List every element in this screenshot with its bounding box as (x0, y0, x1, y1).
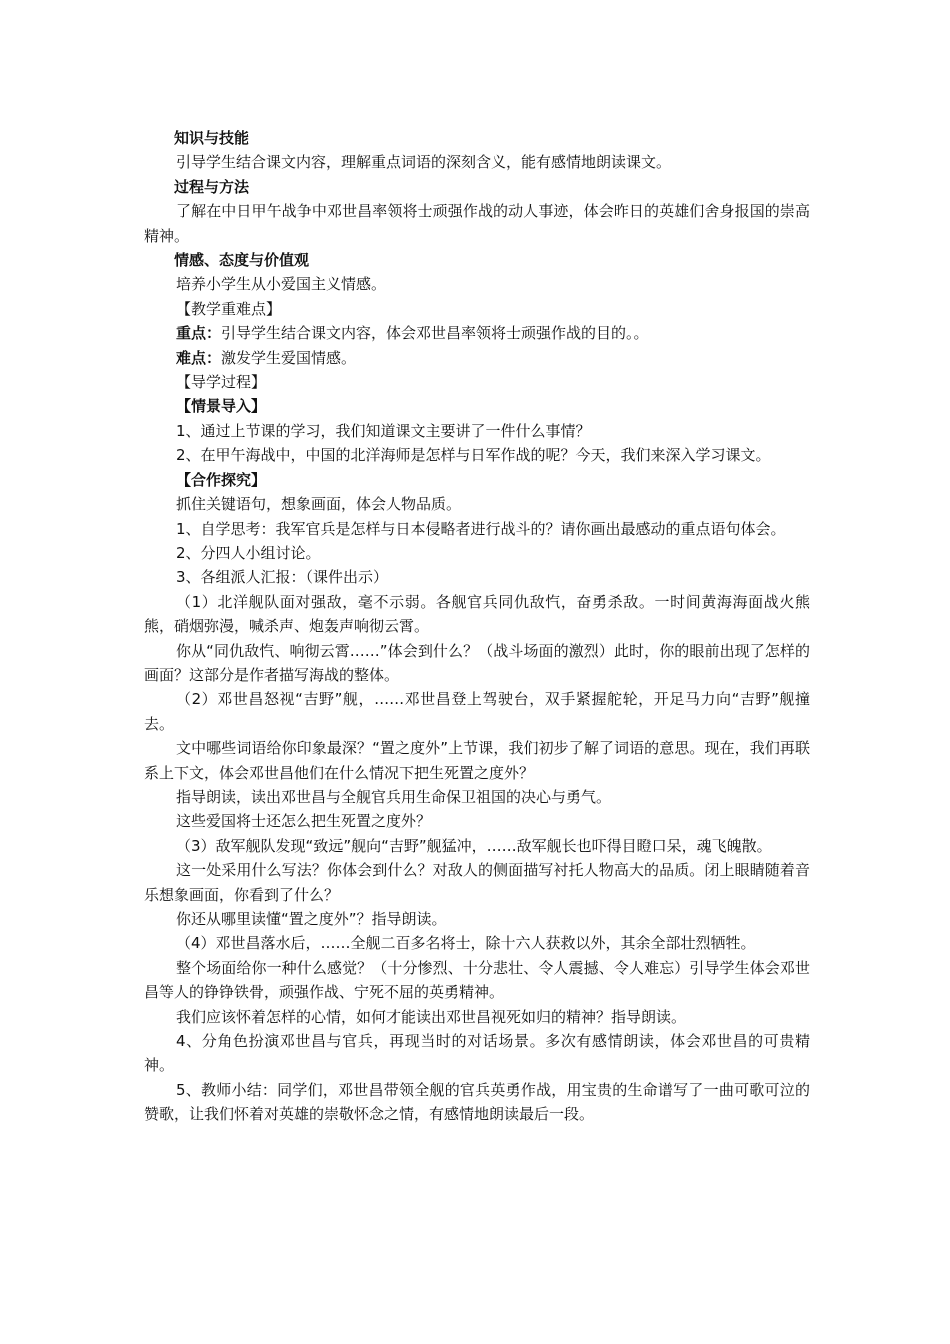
difficulty-text: 激发学生爱国情感。 (221, 348, 357, 367)
knowledge-text: 引导学生结合课文内容，理解重点词语的深刻含义，能有感情地朗读课文。 (176, 153, 672, 172)
explore-paragraph: （2）邓世昌怒视“吉野”舰，……邓世昌登上驾驶台，双手紧握舵轮，开足马力向“吉野”舰撞去。 (144, 690, 810, 733)
key-point (144, 321, 810, 345)
key-text: 引导学生结合课文内容，体会邓世昌率领将士顽强作战的目的。。 (221, 324, 649, 343)
process-text: 了解在中日甲午战争中邓世昌率领将士顽强作战的动人事迹，体会昨日的英雄们舍身报国的崇高精神。 (144, 202, 810, 245)
explore-paragraph: 我们应该怀着怎样的心情，如何才能读出邓世昌视死如归的精神？指导朗读。 (176, 1007, 687, 1026)
difficulty-label: 难点： (176, 348, 222, 367)
explore-paragraph: 抓住关键语句，想象画面，体会人物品质。 (176, 495, 462, 514)
knowledge-heading: 知识与技能 (174, 129, 250, 147)
explore-heading: 【合作探究】 (176, 470, 267, 489)
emotion-heading: 情感、态度与价值观 (174, 251, 310, 270)
explore-paragraph: 这一处采用什么写法？你体会到什么？对敌人的侧面描写衬托人物高大的品质。闭上眼睛随着音乐想象画面，你看到了什么？ (144, 861, 810, 904)
intro-question-1: 1、通过上节课的学习，我们知道课文主要讲了一件什么事情？ (176, 421, 591, 440)
explore-paragraph: 整个场面给你一种什么感觉？（十分惨烈、十分悲壮、令人震撼、令人难忘）引导学生体会邓世昌等人的铮铮铁骨，顽强作战、宁死不屈的英勇精神。 (144, 958, 810, 1002)
key-points-heading: 【教学重难点】 (176, 299, 282, 318)
difficulty-point (144, 346, 810, 370)
explore-paragraph: 5、教师小结：同学们，邓世昌带领全舰的官兵英勇作战，用宝贵的生命谱写了一曲可歌可泣的赞歌，让我们怀着对英雄的崇敬怀念之情，有感情地朗读最后一段。 (144, 1080, 810, 1124)
explore-paragraph: 你从“同仇敌忾、响彻云霄……”体会到什么？（战斗场面的激烈）此时，你的眼前出现了怎样的画面？这部分是作者描写海战的整体。 (144, 641, 810, 684)
explore-paragraph: 你还从哪里读懂“置之度外”？指导朗读。 (176, 910, 447, 928)
lesson-plan-body (144, 126, 810, 1127)
emotion-text: 培养小学生从小爱国主义情感。 (176, 275, 387, 294)
guide-heading: 【导学过程】 (176, 373, 267, 392)
explore-paragraph: （4）邓世昌落水后，……全舰二百多名将士，除十六人获救以外，其余全部壮烈牺牲。 (176, 934, 756, 953)
intro-question-2: 2、在甲午海战中，中国的北洋海师是怎样与日军作战的呢？今天，我们来深入学习课文。 (176, 446, 771, 465)
explore-paragraph: 3、各组派人汇报：（课件出示） (176, 568, 389, 587)
key-label: 重点： (176, 324, 222, 343)
explore-paragraph: （1）北洋舰队面对强敌，毫不示弱。各舰官兵同仇敌忾，奋勇杀敌。一时间黄海海面战火熊熊，硝烟弥漫，喊杀声、炮轰声响彻云霄。 (144, 592, 810, 636)
explore-paragraph: 2、分四人小组讨论。 (176, 543, 321, 562)
explore-paragraph: 1、自学思考：我军官兵是怎样与日本侵略者进行战斗的？请你画出最感动的重点语句体会。 (176, 519, 786, 538)
intro-heading: 【情景导入】 (176, 397, 267, 416)
explore-paragraph: （3）敌军舰队发现“致远”舰向“吉野”舰猛冲，……敌军舰长也吓得目瞪口呆，魂飞魄散。 (176, 836, 772, 855)
explore-paragraph: 4、分角色扮演邓世昌与官兵，再现当时的对话场景。多次有感情朗读，体会邓世昌的可贵精神。 (144, 1032, 810, 1075)
explore-paragraph: 这些爱国将士还怎么把生死置之度外？ (176, 812, 432, 831)
explore-paragraph: 文中哪些词语给你印象最深？“置之度外”上节课，我们初步了解了词语的意思。现在，我们再联系上下文，体会邓世昌他们在什么情况下把生死置之度外？ (144, 739, 810, 782)
process-heading: 过程与方法 (174, 177, 250, 196)
explore-paragraph: 指导朗读，读出邓世昌与全舰官兵用生命保卫祖国的决心与勇气。 (176, 787, 612, 806)
